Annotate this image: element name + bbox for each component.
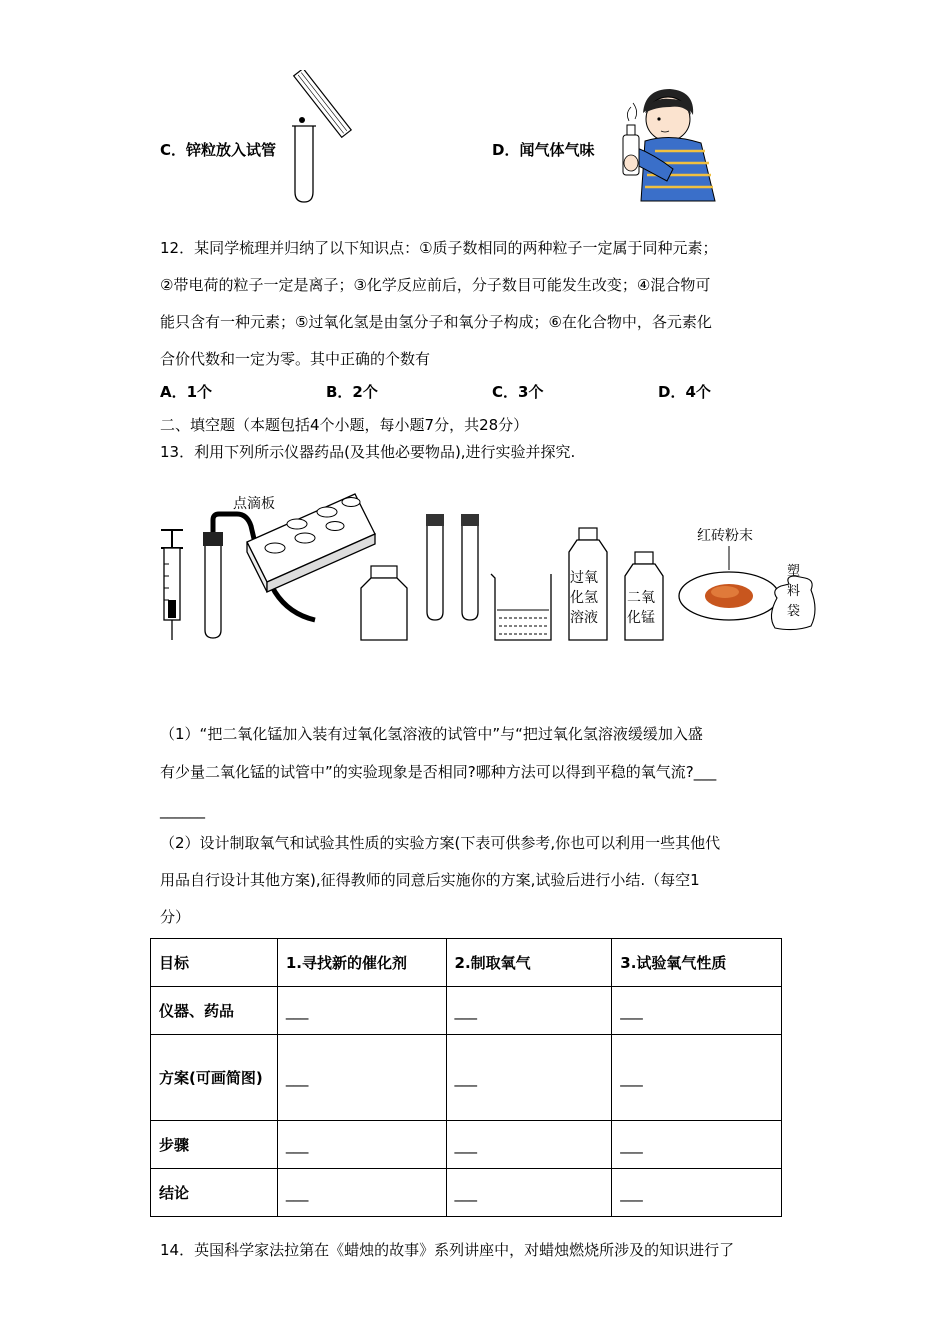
table-row: [151, 1035, 782, 1121]
table-header-cell: 1.寻找新的催化剂: [277, 939, 446, 987]
experiment-plan-table: [150, 938, 782, 1217]
plastic-bag-label-3: 袋: [787, 604, 801, 619]
option-d-label: D．闻气体气味: [492, 141, 595, 159]
q12-option-a: A．1个: [160, 383, 213, 401]
q13-part2-line-3: 分）: [160, 908, 191, 926]
apparatus-illustration: [155, 480, 825, 660]
q14-stem: 14．英国科学家法拉第在《蜡烛的故事》系列讲座中，对蜡烛燃烧所涉及的知识进行了: [160, 1241, 735, 1259]
q13-stem: 13．利用下列所示仪器药品(及其他必要物品),进行实验并探究.: [160, 443, 576, 461]
h2o2-label-line-3: 溶液: [570, 610, 598, 626]
row-label: 仪器、药品: [151, 987, 278, 1035]
answer-blank[interactable]: ___: [446, 1035, 612, 1121]
answer-blank[interactable]: ___: [612, 987, 782, 1035]
q12-option-c: C．3个: [492, 383, 544, 401]
q12-line-1: 12．某同学梳理并归纳了以下知识点：①质子数相同的两种粒子一定属于同种元素；: [160, 239, 718, 257]
answer-blank[interactable]: ___: [446, 987, 612, 1035]
table-header-cell: 3.试验氧气性质: [612, 939, 782, 987]
answer-blank[interactable]: ___: [277, 987, 446, 1035]
answer-blank[interactable]: ___: [612, 1121, 782, 1169]
gas-jar-icon: [361, 566, 407, 640]
beaker-icon: [491, 574, 551, 640]
table-row: [151, 987, 782, 1035]
q13-part1-line-3: ______: [160, 801, 205, 819]
table-header-cell: 2.制取氧气: [446, 939, 612, 987]
q12-option-b: B．2个: [326, 383, 378, 401]
mno2-label-line-1: 二氧: [627, 590, 655, 606]
row-label: 结论: [151, 1169, 278, 1217]
plastic-bag-label-1: 塑: [787, 564, 801, 579]
answer-blank[interactable]: ___: [446, 1169, 612, 1217]
q12-line-4: 合价代数和一定为零。其中正确的个数有: [160, 350, 431, 368]
q12-line-2: ②带电荷的粒子一定是离子；③化学反应前后，分子数目可能发生改变；④混合物可: [160, 276, 711, 294]
q12-option-d: D．4个: [658, 383, 711, 401]
option-c-label: C．锌粒放入试管: [160, 141, 277, 159]
syringe-icon: [161, 530, 183, 640]
mno2-label-line-2: 化锰: [627, 610, 655, 626]
smell-gas-boy-illustration: [615, 85, 720, 205]
table-header-row: [151, 939, 782, 987]
q12-line-3: 能只含有一种元素；⑤过氧化氢是由氢分子和氧分子构成；⑥在化合物中，各元素化: [160, 313, 712, 331]
q13-part1-line-1: （1）“把二氧化锰加入装有过氧化氢溶液的试管中”与“把过氧化氢溶液缓缓加入盛: [160, 725, 703, 743]
h2o2-label-line-2: 化氢: [570, 590, 598, 606]
answer-blank[interactable]: ___: [277, 1121, 446, 1169]
brick-powder-label: 红砖粉末: [697, 528, 753, 544]
row-label: 步骤: [151, 1121, 278, 1169]
answer-blank[interactable]: ___: [277, 1035, 446, 1121]
table-row: [151, 1121, 782, 1169]
answer-blank[interactable]: ___: [446, 1121, 612, 1169]
row-label: 方案(可画简图): [151, 1035, 278, 1121]
zinc-into-test-tube-illustration: [288, 70, 368, 210]
brick-powder-dish-icon: [679, 546, 779, 620]
q13-part2-line-1: （2）设计制取氧气和试验其性质的实验方案(下表可供参考,你也可以利用一些其他代: [160, 834, 721, 852]
section-2-heading: 二、填空题（本题包括4个小题，每小题7分，共28分）: [160, 416, 529, 434]
answer-blank[interactable]: ___: [612, 1169, 782, 1217]
answer-blank[interactable]: ___: [612, 1035, 782, 1121]
plastic-bag-label-2: 料: [787, 584, 801, 599]
h2o2-label-line-1: 过氧: [570, 570, 598, 586]
spot-plate-label: 点滴板: [233, 496, 275, 512]
table-row: [151, 1169, 782, 1217]
q13-part1-line-2: 有少量二氧化锰的试管中”的实验现象是否相同?哪种方法可以得到平稳的氧气流?___: [160, 763, 717, 781]
q13-part2-line-2: 用品自行设计其他方案),征得教师的同意后实施你的方案,试验后进行小结.（每空1: [160, 871, 700, 889]
table-header-cell: 目标: [151, 939, 278, 987]
answer-blank[interactable]: ___: [277, 1169, 446, 1217]
test-tubes-icon: [426, 514, 479, 620]
